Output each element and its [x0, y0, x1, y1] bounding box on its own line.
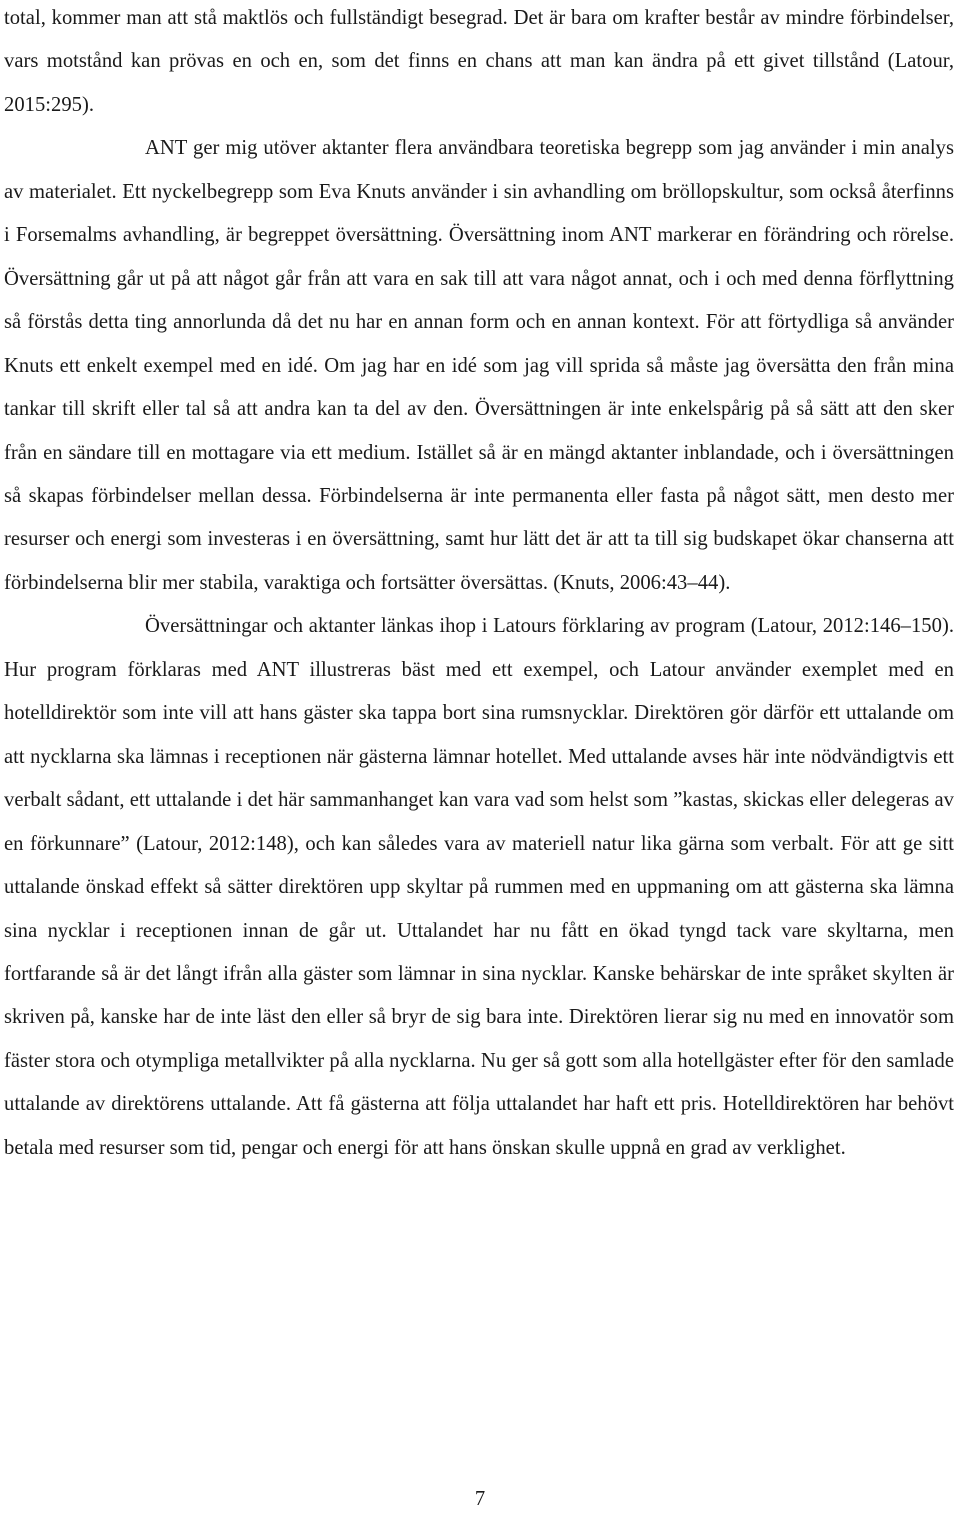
paragraph-1: total, kommer man att stå maktlös och fullständigt besegrad. Det är bara om krafter består av mindre förbindelser, vars motstånd kan prövas en och en, som det finns en chans att man kan ändra på ett givet tillstånd (Latour, 2015:295).	[4, 7, 954, 116]
paragraph-3: Översättningar och aktanter länkas ihop i Latours förklaring av program (Latour, 2012:146–150). Hur program förklaras med ANT illustreras bäst med ett exempel, och Latour använder exemplet med en hotelldirektör som inte vill att hans gäster ska tappa bort sina rumsnycklar. Direktören gör därför ett uttalande om att nycklarna ska lämnas i receptionen när gästerna lämnar hotellet. Med uttalande avses här inte nödvändigtvis ett verbalt sådant, ett uttalande i det här sammanhanget kan vara vad som helst som ”kastas, skickas eller delegeras av en förkunnare” (Latour, 2012:148), och kan således vara av materiell natur lika gärna som verbalt. För att ge sitt uttalande önskad effekt så sätter direktören upp skyltar på rummen med en uppmaning om att gästerna ska lämna sina nycklar i receptionen innan de går ut. Uttalandet har nu fått en ökad tyngd tack vare skyltarna, men fortfarande så är det långt ifrån alla gäster som lämnar in sina nycklar. Kanske behärskar de inte språket skylten är skriven på, kanske har de inte läst den eller så bryr de sig bara inte. Direktören lierar sig nu med en innovatör som fäster stora och otympliga metallvikter på alla nycklarna. Nu ger så gott som alla hotellgäster efter för den samlade uttalande av direktörens uttalande. Att få gästerna att följa uttalandet har haft ett pris. Hotelldirektören har behövt betala med resurser som tid, pengar och energi för att hans önskan skulle uppnå en grad av verklighet.	[4, 615, 954, 1159]
body-text	[4, 0, 954, 1170]
page-number: 7	[474, 1488, 486, 1510]
paragraph-2: ANT ger mig utöver aktanter flera användbara teoretiska begrepp som jag använder i min analys av materialet. Ett nyckelbegrepp som Eva Knuts använder i sin avhandling om bröllopskultur, som också återfinns i Forsemalms avhandling, är begreppet översättning. Översättning inom ANT markerar en förändring och rörelse. Översättning går ut på att något går från att vara en sak till att vara något annat, och i och med denna förflyttning så förstås detta ting annorlunda då det nu har en annan form och en annan kontext. För att förtydliga så använder Knuts ett enkelt exempel med en idé. Om jag har en idé som jag vill sprida så måste jag översätta den från mina tankar till skrift eller tal så att andra kan ta del av den. Översättningen är inte enkelspårig på så sätt att den sker från en sändare till en mottagare via ett medium. Istället så är en mängd aktanter inblandade, och i översättningen så skapas förbindelser mellan dessa. Förbindelserna är inte permanenta eller fasta på något sätt, men desto mer resurser och energi som investeras i en översättning, samt hur lätt det är att ta till sig budskapet ökar chanserna att förbindelserna blir mer stabila, varaktiga och fortsätter översättas. (Knuts, 2006:43–44).	[4, 137, 954, 594]
